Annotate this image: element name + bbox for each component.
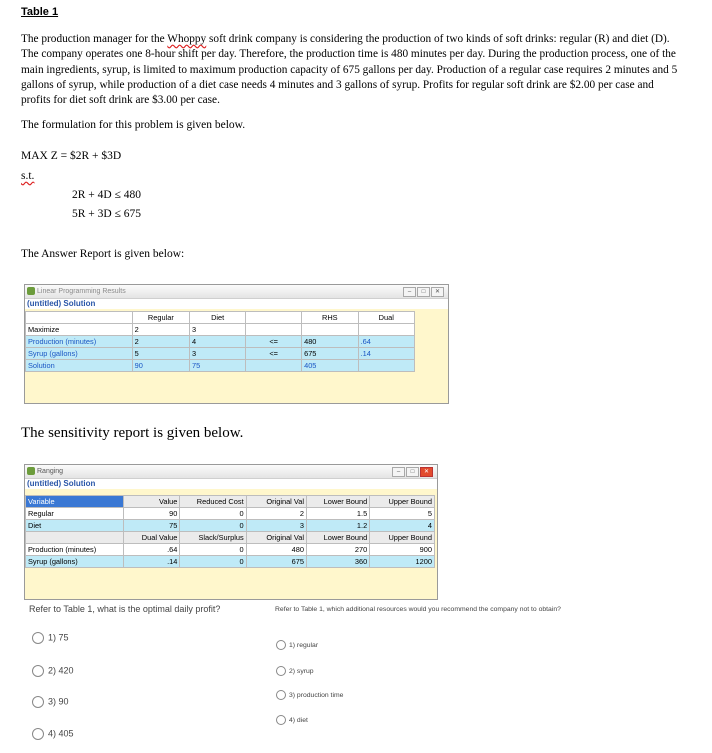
radio-button[interactable] (32, 728, 44, 740)
objective-function: MAX Z = $2R + $3D (21, 150, 122, 162)
table-cell[interactable] (302, 324, 358, 336)
table-cell[interactable]: .64 (124, 544, 180, 556)
table-cell[interactable]: Maximize (26, 324, 133, 336)
minimize-icon[interactable]: – (392, 467, 405, 477)
radio-button[interactable] (32, 665, 44, 677)
answer-option[interactable] (32, 632, 69, 644)
ranging-table (25, 495, 435, 568)
table-cell[interactable]: Production (minutes) (26, 336, 133, 348)
radio-button[interactable] (32, 632, 44, 644)
column-header: Lower Bound (307, 496, 370, 508)
table-cell[interactable]: 2 (246, 508, 306, 520)
table-cell[interactable]: 270 (307, 544, 370, 556)
table-cell[interactable]: 0 (180, 520, 246, 532)
table-cell[interactable] (246, 324, 302, 336)
column-header (246, 312, 302, 324)
table-row (26, 336, 415, 348)
app-icon (27, 467, 35, 475)
column-header (26, 312, 133, 324)
table-cell[interactable] (358, 324, 414, 336)
column-header: Original Val (246, 496, 306, 508)
table-cell[interactable]: 2 (132, 324, 189, 336)
subject-to-label: s.t. (21, 170, 35, 182)
column-header: Variable (26, 496, 124, 508)
table-cell[interactable]: Syrup (gallons) (26, 556, 124, 568)
table-cell[interactable]: 0 (180, 544, 246, 556)
close-icon[interactable]: ✕ (420, 467, 433, 477)
table-cell[interactable]: 2 (132, 336, 189, 348)
question1-text: Refer to Table 1, what is the optimal daily profit? (29, 604, 221, 614)
table-row (26, 544, 435, 556)
column-header (26, 532, 124, 544)
table-cell[interactable]: Production (minutes) (26, 544, 124, 556)
option-label: 2) syrup (289, 667, 314, 675)
minimize-icon[interactable]: – (403, 287, 416, 297)
table-cell[interactable]: 1.2 (307, 520, 370, 532)
window-controls (403, 287, 444, 297)
table-cell[interactable]: Regular (26, 508, 124, 520)
table-cell[interactable]: Diet (26, 520, 124, 532)
table-header-row (26, 496, 435, 508)
ranging-window-subtitle: (untitled) Solution (25, 479, 437, 489)
option-label: 4) diet (289, 716, 308, 724)
maximize-icon[interactable]: □ (417, 287, 430, 297)
column-header: Diet (190, 312, 246, 324)
answer-option[interactable] (32, 728, 74, 740)
paragraph-rest: soft drink company is considering the production of two kinds of soft drinks: regular (R) and diet (D). The company operates one 8-hour shift per day. Therefore, the production time is 480 minutes per day. During the production process, one of the main ingredients, syrup, is limited to maximum production capacity of 675 gallons per day. Production of a regular case requires 2 minutes and 5 gallons of syrup, while production of a diet case needs 4 minutes and 3 gallons of syrup. Profits for regular soft drink are $2.00 per case and profits for diet soft drink are $3.00 per case. (21, 33, 678, 107)
ranging-window-titlebar[interactable] (25, 465, 437, 479)
column-header: Upper Bound (370, 532, 435, 544)
constraint-production: 2R + 4D ≤ 480 (72, 189, 142, 201)
maximize-icon[interactable]: □ (406, 467, 419, 477)
answer-window-titlebar[interactable] (25, 285, 448, 299)
table-cell[interactable]: 1200 (370, 556, 435, 568)
option-label: 4) 405 (48, 728, 74, 739)
table-cell[interactable]: 4 (370, 520, 435, 532)
table-cell[interactable]: 90 (124, 508, 180, 520)
table-cell[interactable]: 1.5 (307, 508, 370, 520)
table-cell[interactable]: Solution (26, 360, 133, 372)
paragraph-start: The production manager for the (21, 33, 168, 45)
radio-button[interactable] (276, 690, 286, 700)
option-label: 3) 90 (48, 696, 69, 707)
answer-table (25, 311, 415, 372)
radio-button[interactable] (276, 715, 286, 725)
answer-report-window (24, 284, 449, 404)
table-cell[interactable]: 75 (190, 360, 246, 372)
sensitivity-intro: The sensitivity report is given below. (21, 425, 244, 441)
radio-button[interactable] (276, 666, 286, 676)
answer-option[interactable] (276, 640, 318, 650)
answer-report-intro: The Answer Report is given below: (21, 248, 185, 260)
answer-option[interactable] (276, 666, 314, 676)
table-row (26, 360, 415, 372)
table-row (26, 556, 435, 568)
option-label: 3) production time (289, 691, 344, 699)
table-cell[interactable]: 675 (302, 348, 358, 360)
column-header: Value (124, 496, 180, 508)
column-header: Dual Value (124, 532, 180, 544)
table-cell[interactable]: .64 (358, 336, 414, 348)
table-cell[interactable]: 3 (190, 324, 246, 336)
table-header-row (26, 532, 435, 544)
ranging-window-title: Ranging (37, 468, 64, 475)
table-cell[interactable]: 3 (190, 348, 246, 360)
table-cell[interactable]: 480 (246, 544, 306, 556)
table-cell[interactable]: 0 (180, 556, 246, 568)
table-cell[interactable] (358, 360, 414, 372)
table-cell[interactable]: 90 (132, 360, 189, 372)
radio-button[interactable] (276, 640, 286, 650)
radio-button[interactable] (32, 696, 44, 708)
option-label: 1) 75 (48, 632, 69, 643)
table-cell[interactable]: 405 (302, 360, 358, 372)
column-header: Dual (358, 312, 414, 324)
table-cell[interactable]: Syrup (gallons) (26, 348, 133, 360)
answer-option[interactable] (276, 690, 343, 700)
option-label: 2) 420 (48, 665, 74, 676)
column-header: Upper Bound (370, 496, 435, 508)
table-row (26, 508, 435, 520)
table-cell[interactable]: 360 (307, 556, 370, 568)
question2-text: Refer to Table 1, which additional resources would you recommend the company not to obtain? (275, 606, 561, 613)
app-icon (27, 287, 35, 295)
column-header: RHS (302, 312, 358, 324)
table-cell[interactable]: 480 (302, 336, 358, 348)
constraint-syrup: 5R + 3D ≤ 675 (72, 208, 142, 220)
table-cell[interactable]: .14 (358, 348, 414, 360)
formulation-intro: The formulation for this problem is given below. (21, 119, 246, 131)
window-controls (392, 467, 433, 477)
answer-window-subtitle: (untitled) Solution (25, 299, 448, 309)
table-cell[interactable]: 5 (132, 348, 189, 360)
company-name: Whoppy (167, 33, 207, 45)
column-header: Reduced Cost (180, 496, 246, 508)
ranging-window (24, 464, 438, 600)
table-cell[interactable]: 75 (124, 520, 180, 532)
table-cell[interactable]: 5 (370, 508, 435, 520)
table-cell[interactable]: 3 (246, 520, 306, 532)
answer-option[interactable] (32, 696, 69, 708)
column-header: Regular (132, 312, 189, 324)
close-icon[interactable]: ✕ (431, 287, 444, 297)
table-cell[interactable]: <= (246, 348, 302, 360)
column-header: Lower Bound (307, 532, 370, 544)
table-cell[interactable]: 675 (246, 556, 306, 568)
table-cell[interactable] (246, 360, 302, 372)
table-cell[interactable]: 4 (190, 336, 246, 348)
table-header-row (26, 312, 415, 324)
table-row (26, 324, 415, 336)
answer-option[interactable] (276, 715, 308, 725)
column-header: Slack/Surplus (180, 532, 246, 544)
table-title: Table 1 (21, 6, 59, 18)
table-cell[interactable]: <= (246, 336, 302, 348)
answer-option[interactable] (32, 665, 74, 677)
problem-paragraph (21, 32, 681, 108)
answer-window-title: Linear Programming Results (37, 288, 126, 295)
table-cell[interactable]: .14 (124, 556, 180, 568)
table-row (26, 348, 415, 360)
column-header: Original Val (246, 532, 306, 544)
option-label: 1) regular (289, 641, 319, 649)
table-cell[interactable]: 900 (370, 544, 435, 556)
table-row (26, 520, 435, 532)
table-cell[interactable]: 0 (180, 508, 246, 520)
